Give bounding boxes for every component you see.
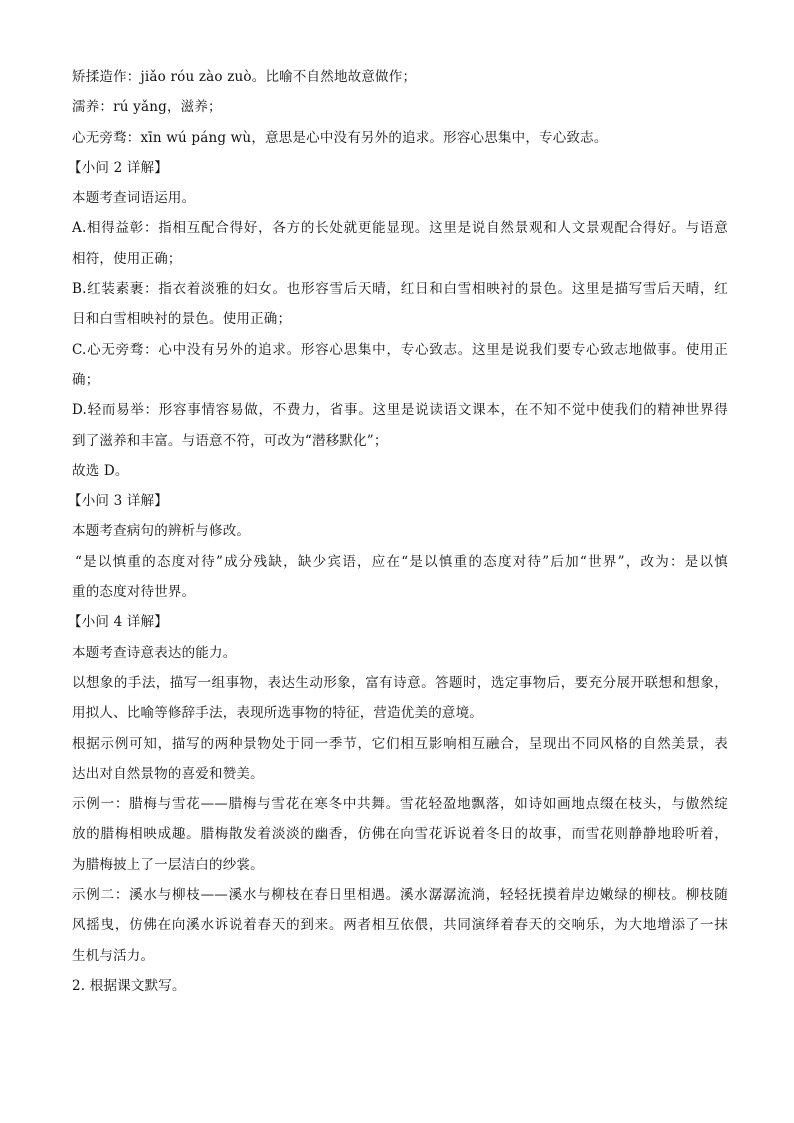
text-line-9: 日和白雪相映衬的景色。使用正确； xyxy=(72,311,292,328)
text-line-28: 示例二：溪水与柳枝——溪水与柳枝在春日里相遇。溪水潺潺流淌，轻轻抚摸着岸边嫩绿的柳枝。柳枝随 xyxy=(72,887,728,904)
text-line-22: 用拟人、比喻等修辞手法，表现所选事物的特征，营造优美的意境。 xyxy=(72,705,483,722)
text-line-2: 濡养：rú yǎng，滋养； xyxy=(72,99,222,116)
text-line-26: 放的腊梅相映成趣。腊梅散发着淡淡的幽香，仿佛在向雪花诉说着冬日的故事，而雪花则静静地聆听着， xyxy=(72,826,728,843)
question-2-heading: 2. 根据课文默写。 xyxy=(72,977,186,994)
text-line-17: “是以慎重的态度对待”成分残缺，缺少宾语，应在“是以慎重的态度对待”后加“世界”，改为：是以慎 xyxy=(75,553,728,570)
text-line-7: 相符，使用正确； xyxy=(72,250,182,267)
text-line-12: D.轻而易举：形容事情容易做，不费力，省事。这里是说读语文课本，在不知不觉中使我们的精神世界得 xyxy=(72,402,728,419)
text-line-11: 确； xyxy=(72,371,100,388)
text-line-23: 根据示例可知，描写的两种景物处于同一季节，它们相互影响相互融合，呈现出不同风格的自然美景，表 xyxy=(72,735,728,752)
text-line-10: C.心无旁骛：心中没有另外的追求。形容心思集中，专心致志。这里是说我们要专心致志地做事。使用正 xyxy=(72,341,728,358)
section-heading-q2: 【小问 2 详解】 xyxy=(68,159,168,176)
text-line-5: 本题考查词语运用。 xyxy=(72,190,196,207)
text-line-14: 故选 D。 xyxy=(72,462,129,479)
text-line-27: 为腊梅披上了一层洁白的纱裳。 xyxy=(72,856,264,873)
text-line-24: 达出对自然景物的喜爱和赞美。 xyxy=(72,765,264,782)
text-line-21: 以想象的手法，描写一组事物，表达生动形象，富有诗意。答题时，选定事物后，要充分展开联想和想象， xyxy=(72,674,728,691)
text-line-29: 风摇曳，仿佛在向溪水诉说着春天的到来。两者相互依偎，共同演绎着春天的交响乐，为大地增添了一抹 xyxy=(72,917,728,934)
text-line-8: B.红装素裹：指衣着淡雅的妇女。也形容雪后天晴，红日和白雪相映衬的景色。这里是描写雪后天晴，红 xyxy=(72,281,728,298)
text-line-3: 心无旁骛：xīn wú páng wù，意思是心中没有另外的追求。形容心思集中，专心致志。 xyxy=(72,129,608,146)
text-line-13: 到了滋养和丰富。与语意不符，可改为“潜移默化”； xyxy=(72,432,388,449)
text-line-25: 示例一：腊梅与雪花——腊梅与雪花在寒冬中共舞。雪花轻盈地飘落，如诗如画地点缀在枝头，与傲然绽 xyxy=(72,796,728,813)
text-line-20: 本题考查诗意表达的能力。 xyxy=(72,644,237,661)
text-line-18: 重的态度对待世界。 xyxy=(72,584,196,601)
text-line-1: 矫揉造作：jiǎo róu zào zuò。比喻不自然地故意做作； xyxy=(72,69,417,85)
section-heading-q3: 【小问 3 详解】 xyxy=(68,493,168,510)
section-heading-q4: 【小问 4 详解】 xyxy=(68,614,168,631)
text-line-16: 本题考查病句的辨析与修改。 xyxy=(72,523,251,540)
text-line-6: A.相得益彰：指相互配合得好，各方的长处就更能显现。这里是说自然景观和人文景观配合得好。与语意 xyxy=(72,220,728,237)
document-page xyxy=(68,62,728,1001)
text-line-30: 生机与活力。 xyxy=(72,947,155,964)
